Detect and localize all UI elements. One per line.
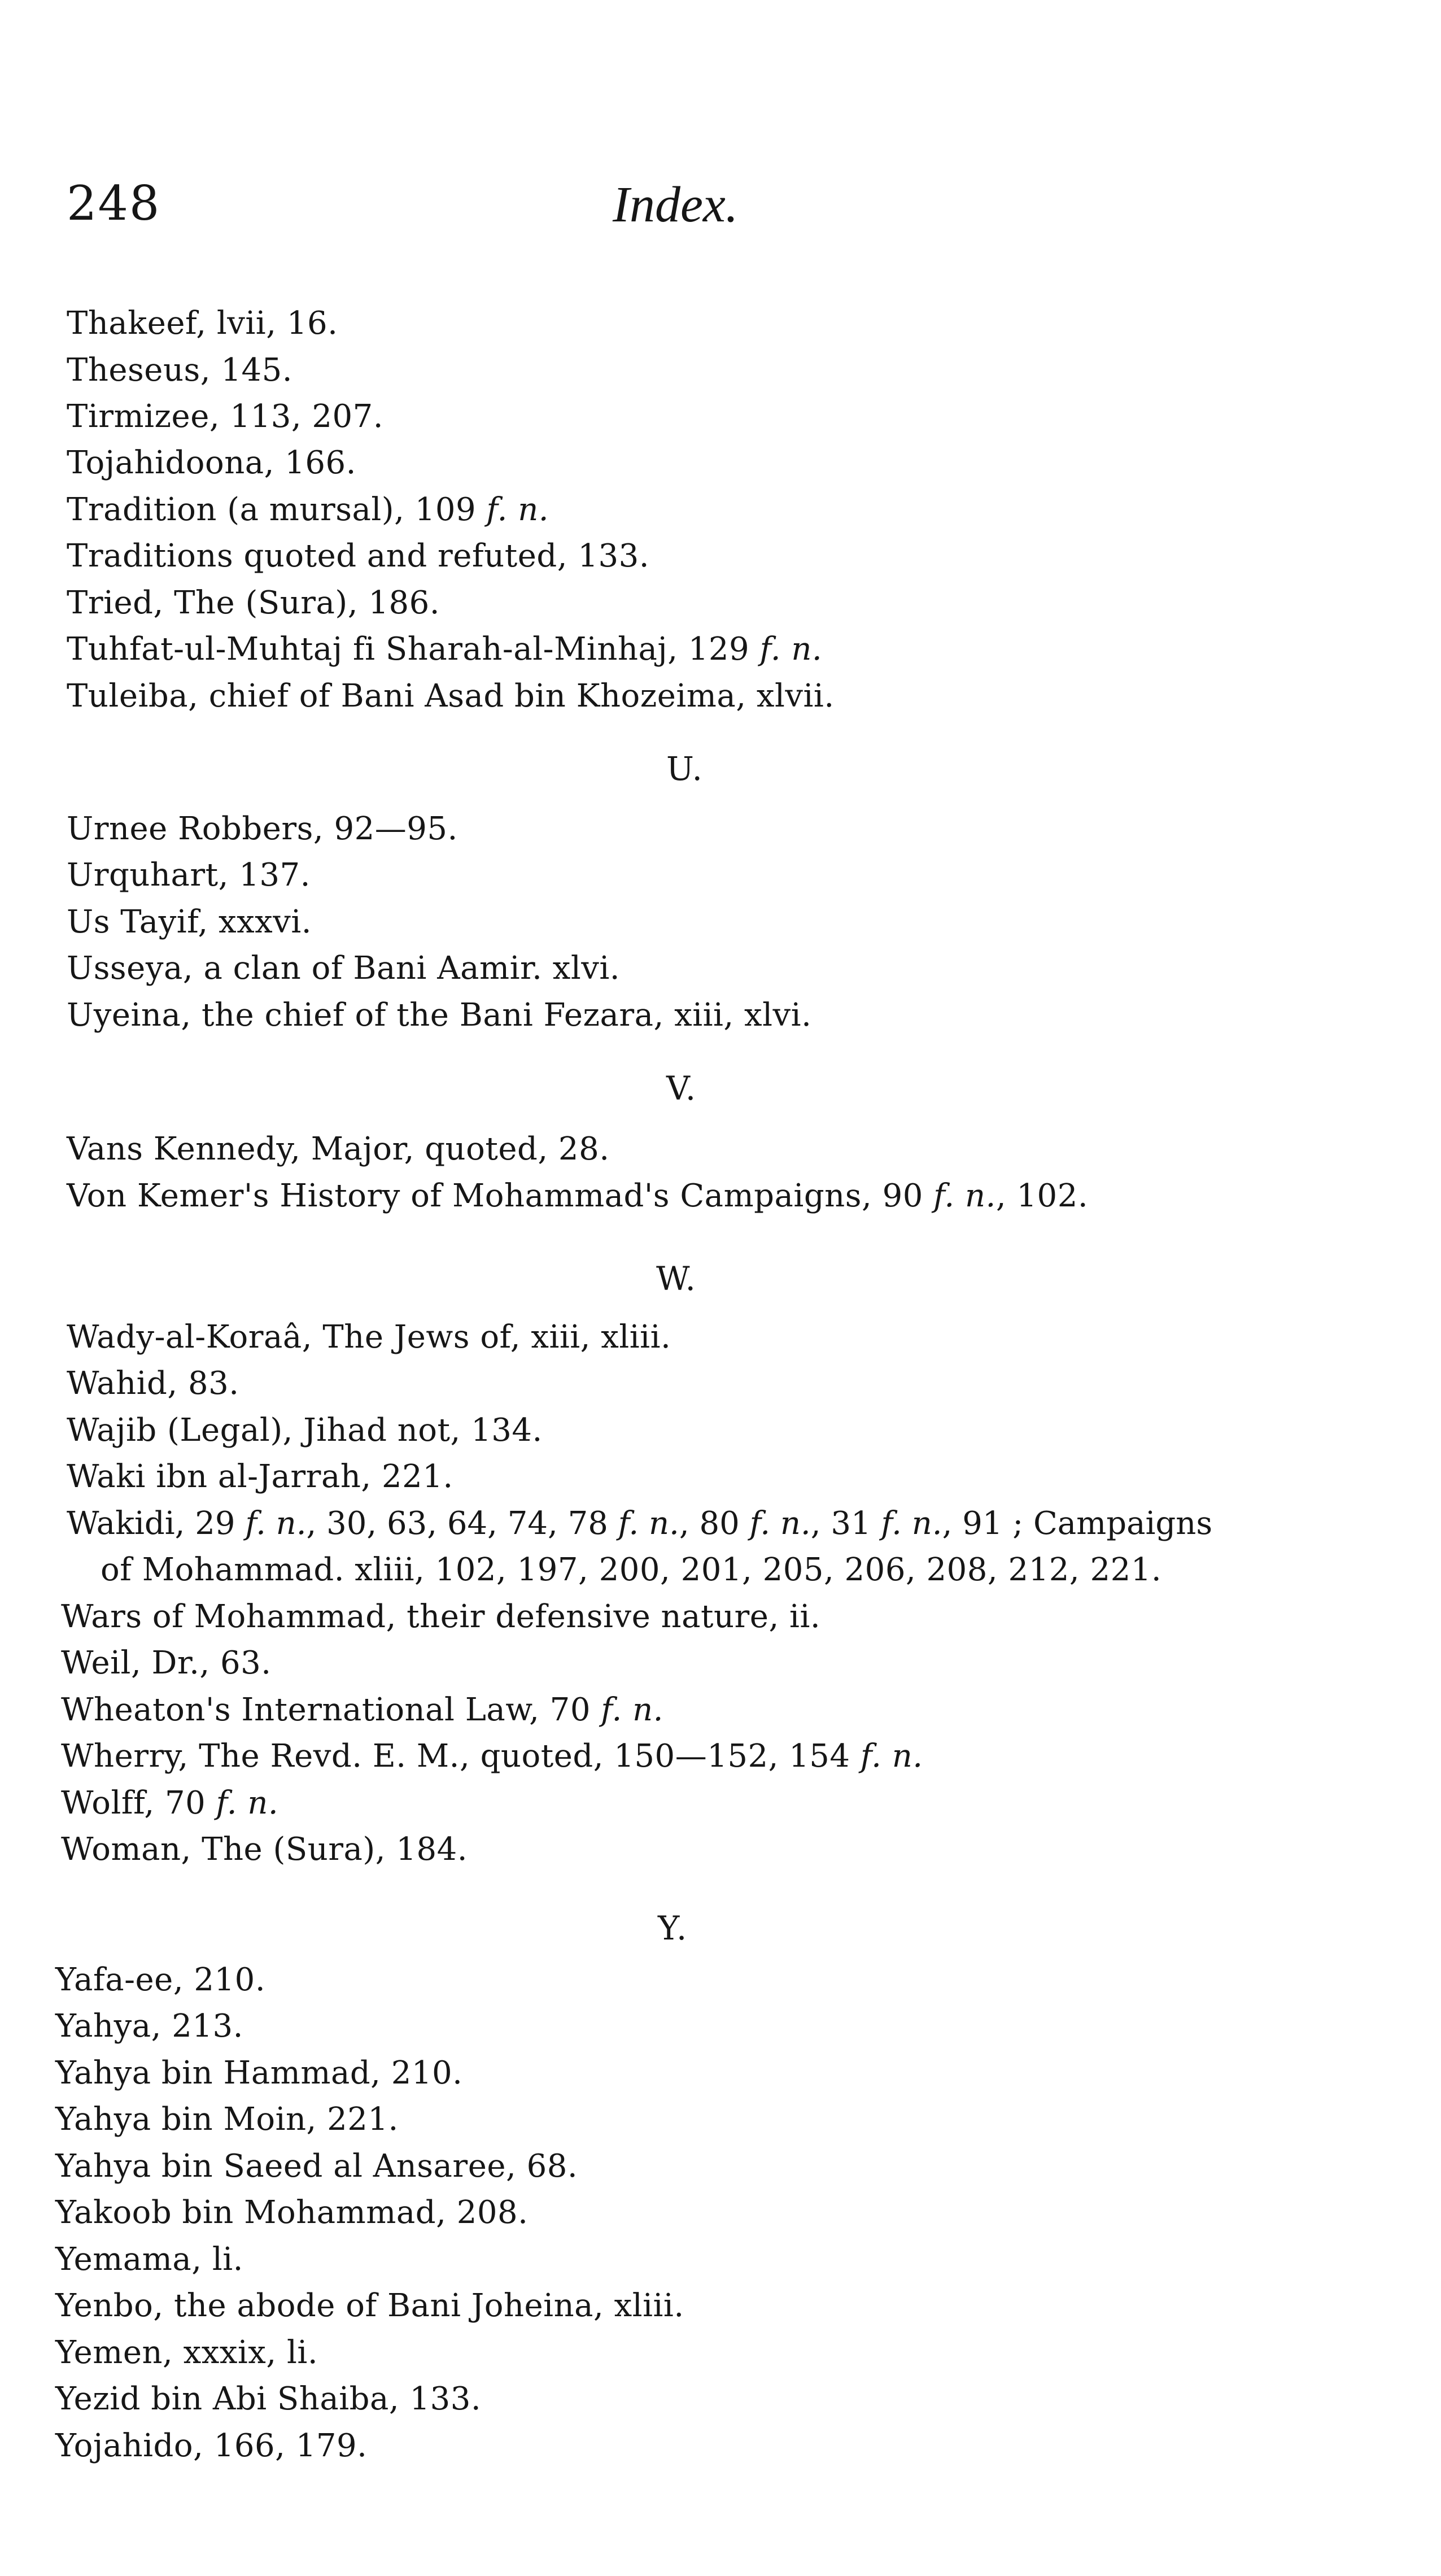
running-title: Index. (613, 177, 739, 233)
index-entry: Yahya bin Moin, 221. (55, 2101, 399, 2138)
section-heading-v: V. (666, 1069, 697, 1108)
index-entry: Uyeina, the chief of the Bani Fezara, xiii, xlvi. (67, 997, 812, 1034)
index-entry: Yojahido, 166, 179. (55, 2427, 368, 2464)
index-entry: Wahid, 83. (67, 1365, 239, 1402)
index-entry: Usseya, a clan of Bani Aamir. xlvi. (67, 950, 621, 987)
index-entry: Urnee Robbers, 92—95. (67, 810, 458, 847)
footnote-marker: f. n. (601, 1692, 663, 1728)
index-entry: Yemen, xxxix, li. (55, 2334, 318, 2371)
index-entry: Traditions quoted and refuted, 133. (67, 538, 650, 574)
index-entry: Yahya bin Saeed al Ansaree, 68. (55, 2148, 578, 2185)
index-entry: Wakidi, 29 f. n., 30, 63, 64, 74, 78 f. n., 80 f. n., 31 f. n., 91 ; Campaigns (67, 1505, 1213, 1542)
footnote-marker: f. n. (759, 631, 823, 668)
footnote-marker: f. n. (933, 1178, 996, 1214)
index-entry: Yakoob bin Mohammad, 208. (55, 2194, 529, 2231)
index-entry: Tradition (a mursal), 109 f. n. (67, 491, 549, 528)
index-entry: Yezid bin Abi Shaiba, 133. (55, 2381, 482, 2417)
index-entry: Tirmizee, 113, 207. (67, 398, 384, 435)
footnote-marker: f. n. (486, 491, 549, 528)
index-entry: Wady-al-Koraâ, The Jews of, xiii, xliii. (67, 1319, 671, 1355)
index-entry: Tried, The (Sura), 186. (67, 585, 440, 621)
index-entry: Theseus, 145. (67, 352, 293, 389)
footnote-marker: f. n. (881, 1505, 942, 1542)
footnote-marker: f. n. (860, 1738, 923, 1775)
index-entry: Vans Kennedy, Major, quoted, 28. (67, 1131, 610, 1167)
index-entry: Yahya, 213. (55, 2008, 243, 2045)
index-entry: Wajib (Legal), Jihad not, 134. (67, 1412, 543, 1449)
index-entry: Thakeef, lvii, 16. (67, 305, 338, 342)
index-entry: Wherry, The Revd. E. M., quoted, 150—152, 154 f. n. (61, 1738, 923, 1775)
index-entry: Wheaton's International Law, 70 f. n. (61, 1692, 663, 1728)
section-heading-u: U. (666, 749, 704, 788)
footnote-marker: f. n. (245, 1505, 307, 1542)
index-entry: Wolff, 70 f. n. (61, 1785, 279, 1821)
index-entry: Urquhart, 137. (67, 857, 311, 893)
footnote-marker: f. n. (618, 1505, 679, 1542)
index-entry: Wars of Mohammad, their defensive nature, ii. (61, 1598, 821, 1635)
page-number: 248 (67, 176, 161, 231)
footnote-marker: f. n. (749, 1505, 811, 1542)
index-entry: Tuhfat-ul-Muhtaj fi Sharah-al-Minhaj, 129 f. n. (67, 631, 823, 668)
index-entry: Yahya bin Hammad, 210. (55, 2055, 463, 2091)
index-entry: Tojahidoona, 166. (67, 444, 356, 481)
index-entry: Us Tayif, xxxvi. (67, 904, 312, 940)
index-entry: Woman, The (Sura), 184. (61, 1831, 468, 1868)
section-heading-y: Y. (658, 1909, 688, 1947)
index-entry: Yemama, li. (55, 2241, 243, 2278)
index-entry: Tuleiba, chief of Bani Asad bin Khozeima, xlvii. (67, 678, 835, 714)
index-entry: Waki ibn al-Jarrah, 221. (67, 1458, 453, 1495)
section-heading-w: W. (656, 1259, 697, 1298)
index-entry: Yafa-ee, 210. (55, 1962, 266, 1998)
footnote-marker: f. n. (216, 1785, 279, 1821)
index-entry: Von Kemer's History of Mohammad's Campaigns, 90 f. n., 102. (67, 1178, 1089, 1214)
index-entry: Weil, Dr., 63. (61, 1645, 272, 1681)
index-entry: Yenbo, the abode of Bani Joheina, xliii. (55, 2287, 684, 2324)
index-entry-continuation: of Mohammad. xliii, 102, 197, 200, 201, 205, 206, 208, 212, 221. (101, 1551, 1162, 1588)
